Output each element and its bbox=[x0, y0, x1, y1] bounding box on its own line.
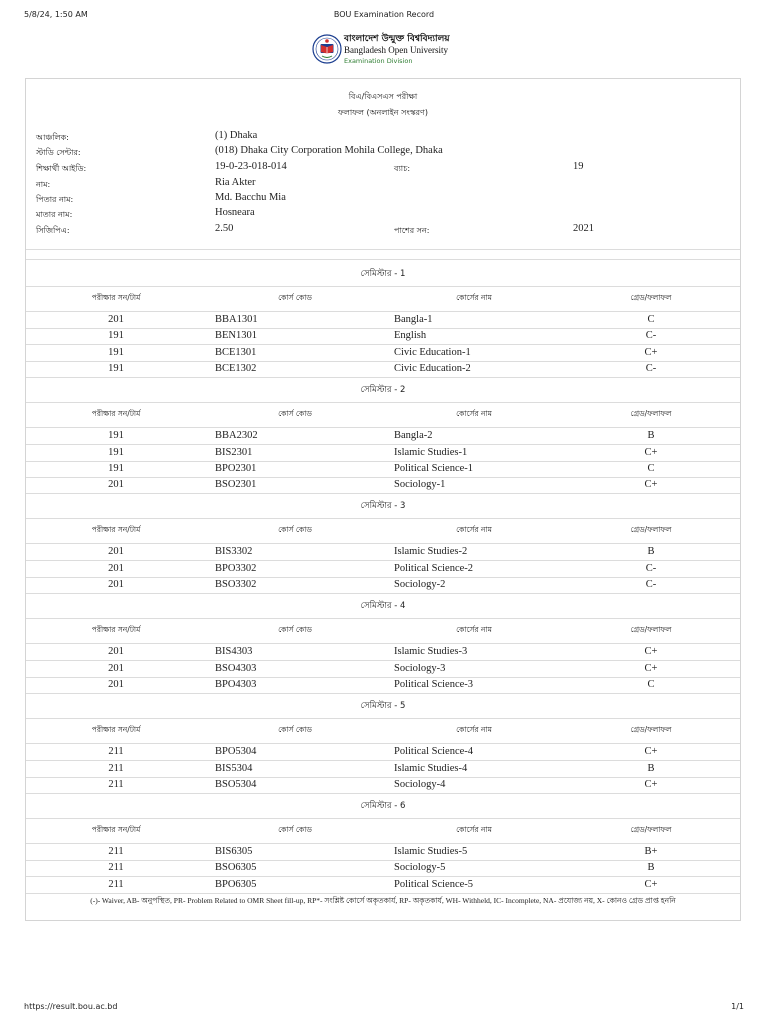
course-code-cell: BEN1301 bbox=[215, 330, 257, 342]
info-row-name bbox=[36, 177, 730, 192]
course-code-cell: BSO6305 bbox=[215, 862, 257, 874]
course-name-cell: Bangla-2 bbox=[394, 430, 433, 442]
grade-cell: B bbox=[647, 430, 655, 442]
examination-division: Examination Division bbox=[344, 57, 413, 65]
column-header-course-code: কোর্স কোড bbox=[278, 409, 312, 419]
column-header-exam-term: পরীক্ষার সন/টার্ম bbox=[91, 293, 141, 302]
pass-year-value: 2021 bbox=[573, 223, 594, 234]
divider bbox=[26, 793, 740, 794]
grade-cell: C+ bbox=[644, 778, 658, 790]
info-row-region bbox=[36, 130, 730, 145]
divider bbox=[26, 777, 740, 778]
column-header-course-name: কোর্সের নাম bbox=[456, 825, 492, 835]
student-name-value: Ria Akter bbox=[215, 177, 256, 188]
course-name-cell: Political Science-3 bbox=[394, 678, 474, 690]
course-name-cell: Islamic Studies-5 bbox=[394, 846, 468, 858]
divider bbox=[26, 876, 740, 877]
student-id-label: শিক্ষার্থী আইডি: bbox=[36, 164, 87, 173]
course-code-cell: BIS5304 bbox=[215, 762, 253, 774]
exam-term-cell: 201 bbox=[108, 662, 124, 674]
grade-cell: C+ bbox=[644, 662, 658, 674]
divider bbox=[26, 328, 740, 329]
divider bbox=[26, 893, 740, 894]
divider bbox=[26, 718, 740, 719]
divider bbox=[26, 427, 740, 428]
course-code-cell: BBA1301 bbox=[215, 314, 258, 325]
print-date: 5/8/24, 1:50 AM bbox=[24, 10, 88, 19]
divider bbox=[26, 377, 740, 378]
grade-cell: C+ bbox=[644, 346, 658, 358]
logo-text bbox=[344, 34, 450, 66]
grade-cell: C bbox=[647, 314, 655, 325]
course-name-cell: Islamic Studies-3 bbox=[394, 646, 468, 658]
university-seal-icon bbox=[312, 34, 342, 64]
info-row-center bbox=[36, 145, 730, 160]
exam-term-cell: 191 bbox=[108, 462, 124, 474]
print-title: BOU Examination Record bbox=[333, 10, 435, 19]
exam-title: বিএ/বিএসএস পরীক্ষা bbox=[348, 92, 418, 101]
course-name-cell: Civic Education-2 bbox=[394, 362, 471, 374]
cgpa-label: সিজিপিএ: bbox=[36, 226, 70, 235]
grade-cell: C bbox=[647, 462, 655, 474]
semester-title: সেমিস্টার - 5 bbox=[360, 701, 406, 712]
semester-title: সেমিস্টার - 1 bbox=[360, 269, 406, 279]
divider bbox=[26, 760, 740, 761]
grade-cell: C+ bbox=[644, 746, 658, 758]
column-header-grade: গ্রেড/ফলাফল bbox=[630, 625, 672, 635]
divider bbox=[26, 259, 740, 260]
grade-legend: (-)- Waiver, AB- অনুপস্থিত, PR- Problem Related to OMR Sheet fill-up, RP*- সংশ্লিষ্ট কোর্সে অকৃতকার্য, RP- অকৃতকার্য, WH- Withheld, IC- Incomplete, NA- প্রযোজ্য নয়, X- কোনও গ্রেড প্রাপ্ত হননি bbox=[90, 896, 676, 905]
divider bbox=[26, 311, 740, 312]
column-header-course-code: কোর্স কোড bbox=[278, 293, 312, 302]
course-name-cell: Sociology-3 bbox=[394, 662, 446, 674]
course-code-cell: BPO3302 bbox=[215, 562, 257, 574]
column-header-course-code: কোর্স কোড bbox=[278, 625, 312, 635]
batch-value: 19 bbox=[573, 161, 584, 172]
course-code-cell: BIS2301 bbox=[215, 446, 253, 458]
course-code-cell: BSO2301 bbox=[215, 479, 257, 491]
grade-cell: C+ bbox=[644, 479, 658, 491]
divider bbox=[26, 677, 740, 678]
exam-term-cell: 211 bbox=[108, 762, 124, 774]
exam-term-cell: 191 bbox=[108, 330, 124, 342]
course-code-cell: BCE1302 bbox=[215, 362, 257, 374]
divider bbox=[26, 643, 740, 644]
university-name-en: Bangladesh Open University bbox=[344, 45, 448, 55]
info-row-mother bbox=[36, 207, 730, 222]
grade-cell: B bbox=[647, 762, 655, 774]
student-id-value: 19-0-23-018-014 bbox=[215, 161, 287, 172]
page-number: 1/1 bbox=[731, 1002, 744, 1011]
course-name-cell: English bbox=[394, 330, 427, 342]
divider bbox=[26, 543, 740, 544]
student-name-label: নাম: bbox=[36, 180, 51, 189]
divider bbox=[26, 249, 740, 250]
column-header-grade: গ্রেড/ফলাফল bbox=[630, 293, 672, 302]
grade-cell: B bbox=[647, 862, 655, 874]
exam-term-cell: 191 bbox=[108, 430, 124, 442]
divider bbox=[26, 843, 740, 844]
column-header-course-name: কোর্সের নাম bbox=[456, 525, 492, 535]
column-header-grade: গ্রেড/ফলাফল bbox=[630, 725, 672, 735]
father-name-label: পিতার নাম: bbox=[36, 195, 74, 204]
grade-cell: C+ bbox=[644, 446, 658, 458]
course-name-cell: Political Science-2 bbox=[394, 562, 474, 574]
cgpa-value: 2.50 bbox=[215, 223, 234, 234]
grade-cell: C- bbox=[645, 330, 657, 342]
course-code-cell: BPO6305 bbox=[215, 878, 257, 890]
column-header-exam-term: পরীক্ষার সন/টার্ম bbox=[91, 725, 141, 735]
divider bbox=[26, 860, 740, 861]
column-header-exam-term: পরীক্ষার সন/টার্ম bbox=[91, 525, 141, 535]
exam-term-cell: 191 bbox=[108, 446, 124, 458]
exam-term-cell: 201 bbox=[108, 646, 124, 658]
exam-term-cell: 191 bbox=[108, 362, 124, 374]
course-code-cell: BBA2302 bbox=[215, 430, 258, 442]
grade-cell: C- bbox=[645, 362, 657, 374]
semester-title: সেমিস্টার - 4 bbox=[360, 601, 406, 612]
course-name-cell: Islamic Studies-1 bbox=[394, 446, 468, 458]
exam-term-cell: 201 bbox=[108, 678, 124, 690]
grade-cell: C+ bbox=[644, 646, 658, 658]
grade-cell: B+ bbox=[644, 846, 658, 858]
column-header-course-code: কোর্স কোড bbox=[278, 525, 312, 535]
course-name-cell: Political Science-5 bbox=[394, 878, 474, 890]
column-header-course-name: কোর্সের নাম bbox=[456, 293, 492, 302]
grade-cell: C- bbox=[645, 579, 657, 590]
column-header-course-name: কোর্সের নাম bbox=[456, 725, 492, 735]
column-header-grade: গ্রেড/ফলাফল bbox=[630, 525, 672, 535]
exam-term-cell: 201 bbox=[108, 546, 124, 558]
exam-term-cell: 201 bbox=[108, 314, 124, 325]
course-code-cell: BPO2301 bbox=[215, 462, 257, 474]
exam-term-cell: 201 bbox=[108, 562, 124, 574]
page-url: https://result.bou.ac.bd bbox=[24, 1002, 118, 1011]
course-code-cell: BSO3302 bbox=[215, 579, 257, 590]
semester-title: সেমিস্টার - 6 bbox=[360, 801, 406, 812]
course-code-cell: BIS4303 bbox=[215, 646, 253, 658]
exam-term-cell: 191 bbox=[108, 346, 124, 358]
mother-name-label: মাতার নাম: bbox=[36, 210, 73, 219]
exam-term-cell: 211 bbox=[108, 746, 124, 758]
region-value: (1) Dhaka bbox=[215, 130, 258, 141]
column-header-exam-term: পরীক্ষার সন/টার্ম bbox=[91, 625, 141, 635]
semester-title: সেমিস্টার - 3 bbox=[360, 501, 406, 512]
column-header-course-code: কোর্স কোড bbox=[278, 725, 312, 735]
divider bbox=[26, 286, 740, 287]
column-header-course-name: কোর্সের নাম bbox=[456, 625, 492, 635]
divider bbox=[26, 660, 740, 661]
pass-year-label: পাশের সন: bbox=[394, 226, 430, 235]
course-name-cell: Bangla-1 bbox=[394, 314, 433, 325]
result-card bbox=[25, 78, 741, 921]
course-name-cell: Sociology-5 bbox=[394, 862, 446, 874]
divider bbox=[26, 618, 740, 619]
print-header bbox=[24, 10, 744, 24]
divider bbox=[26, 344, 740, 345]
father-name-value: Md. Bacchu Mia bbox=[215, 192, 286, 203]
university-logo-block bbox=[312, 34, 472, 68]
divider bbox=[26, 593, 740, 594]
course-code-cell: BSO4303 bbox=[215, 662, 257, 674]
exam-term-cell: 201 bbox=[108, 579, 124, 590]
course-code-cell: BPO4303 bbox=[215, 678, 257, 690]
region-label: আঞ্চলিক: bbox=[36, 133, 69, 142]
divider bbox=[26, 461, 740, 462]
exam-term-cell: 211 bbox=[108, 846, 124, 858]
info-row-father bbox=[36, 192, 730, 207]
study-center-label: স্টাডি সেন্টার: bbox=[36, 148, 81, 157]
exam-term-cell: 211 bbox=[108, 878, 124, 890]
course-name-cell: Political Science-1 bbox=[394, 462, 474, 474]
exam-term-cell: 201 bbox=[108, 479, 124, 491]
course-code-cell: BSO5304 bbox=[215, 778, 257, 790]
course-name-cell: Civic Education-1 bbox=[394, 346, 471, 358]
study-center-value: (018) Dhaka City Corporation Mohila College, Dhaka bbox=[215, 145, 443, 156]
divider bbox=[26, 477, 740, 478]
column-header-grade: গ্রেড/ফলাফল bbox=[630, 825, 672, 835]
course-name-cell: Sociology-4 bbox=[394, 778, 446, 790]
grade-cell: C bbox=[647, 678, 655, 690]
column-header-grade: গ্রেড/ফলাফল bbox=[630, 409, 672, 419]
column-header-exam-term: পরীক্ষার সন/টার্ম bbox=[91, 825, 141, 835]
mother-name-value: Hosneara bbox=[215, 207, 255, 218]
course-name-cell: Political Science-4 bbox=[394, 746, 474, 758]
column-header-course-name: কোর্সের নাম bbox=[456, 409, 492, 419]
course-code-cell: BCE1301 bbox=[215, 346, 257, 358]
course-code-cell: BIS6305 bbox=[215, 846, 253, 858]
course-code-cell: BIS3302 bbox=[215, 546, 253, 558]
divider bbox=[26, 493, 740, 494]
exam-term-cell: 211 bbox=[108, 778, 124, 790]
exam-term-cell: 211 bbox=[108, 862, 124, 874]
print-footer bbox=[24, 1002, 744, 1016]
course-name-cell: Islamic Studies-2 bbox=[394, 546, 468, 558]
divider bbox=[26, 743, 740, 744]
divider bbox=[26, 402, 740, 403]
course-code-cell: BPO5304 bbox=[215, 746, 257, 758]
divider bbox=[26, 818, 740, 819]
exam-subtitle: ফলাফল (অনলাইন সংস্করণ) bbox=[338, 108, 428, 117]
divider bbox=[26, 693, 740, 694]
info-row-id bbox=[36, 161, 730, 176]
divider bbox=[26, 361, 740, 362]
divider bbox=[26, 518, 740, 519]
info-row-gpa bbox=[36, 223, 730, 238]
grade-cell: C+ bbox=[644, 878, 658, 890]
batch-label: ব্যাচ: bbox=[394, 164, 411, 173]
course-name-cell: Islamic Studies-4 bbox=[394, 762, 468, 774]
semester-title: সেমিস্টার - 2 bbox=[360, 385, 406, 396]
column-header-exam-term: পরীক্ষার সন/টার্ম bbox=[91, 409, 141, 419]
grade-cell: C- bbox=[645, 562, 657, 574]
grade-cell: B bbox=[647, 546, 655, 558]
university-name-bn: বাংলাদেশ উন্মুক্ত বিশ্ববিদ্যালয় bbox=[344, 34, 450, 44]
divider bbox=[26, 577, 740, 578]
column-header-course-code: কোর্স কোড bbox=[278, 825, 312, 835]
course-name-cell: Sociology-2 bbox=[394, 579, 446, 590]
course-name-cell: Sociology-1 bbox=[394, 479, 446, 491]
divider bbox=[26, 560, 740, 561]
divider bbox=[26, 444, 740, 445]
